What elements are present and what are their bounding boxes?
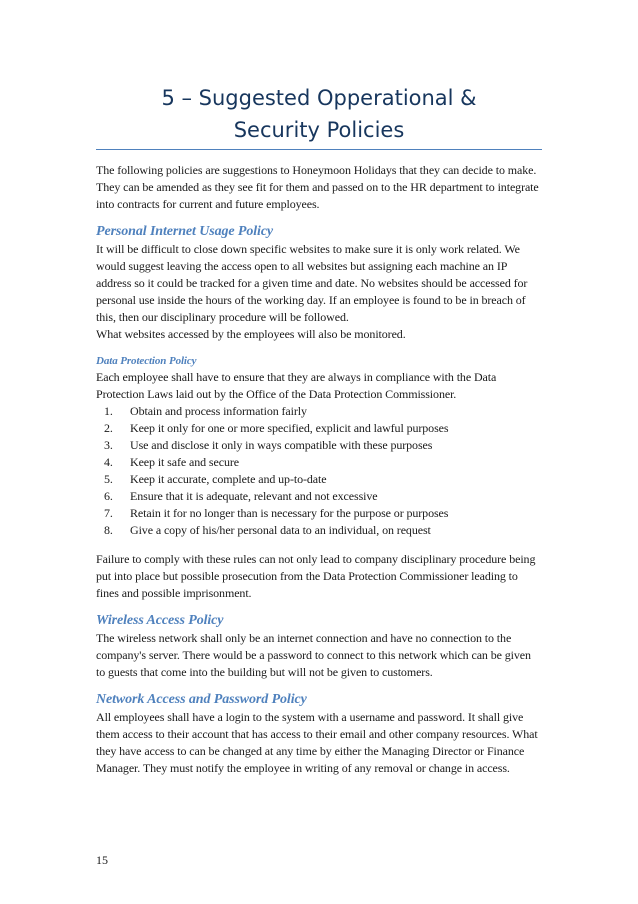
title-divider [96,149,542,150]
page-number: 15 [96,853,108,867]
list-item [96,488,542,505]
list-item-text: Obtain and process information fairly [130,404,307,418]
internet-policy-note: What websites accessed by the employees will also be monitored. [96,327,406,341]
wireless-policy-heading: Wireless Access Policy [96,613,224,628]
list-item-text: Keep it accurate, complete and up-to-date [130,472,327,486]
list-item [96,420,542,437]
data-protection-heading: Data Protection Policy [96,355,197,367]
wireless-policy-body: The wireless network shall only be an internet connection and have no connection to the company's server. There would be a password to connect to this network which can be given to guests that come into the building but will not be given to customers. [96,631,531,679]
list-item-number: 7. [104,506,113,520]
data-protection-list [96,403,542,539]
list-item [96,403,542,420]
list-item-text: Retain it for no longer than is necessary for the purpose or purposes [130,506,449,520]
data-protection-consequence: Failure to comply with these rules can not only lead to company disciplinary procedure being put into place but possible prosecution from the Data Protection Commissioner leading to fines and possible imprisonment. [96,552,536,600]
page-title-line-2: Security Policies [233,118,405,142]
network-policy-body: All employees shall have a login to the system with a username and password. It shall give them access to their account that has access to their email and other company resources. What they have access to can be changed at any time by either the Managing Director or Finance Manager. They must notify the employee in writing of any removal or change in access. [96,710,538,775]
network-policy-heading: Network Access and Password Policy [96,692,307,707]
page-title [96,82,542,146]
list-item [96,522,542,539]
list-item-number: 4. [104,455,113,469]
page-title-line-1: 5 – Suggested Opperational & [161,86,477,110]
list-item-number: 1. [104,404,113,418]
list-item-number: 8. [104,523,113,537]
list-item [96,505,542,522]
document-body [96,162,542,777]
list-item-number: 3. [104,438,113,452]
list-item-text: Keep it safe and secure [130,455,239,469]
list-item-number: 6. [104,489,113,503]
data-protection-intro: Each employee shall have to ensure that they are always in compliance with the Data Protection Laws laid out by the Office of the Data Protection Commissioner. [96,370,497,401]
internet-policy-heading: Personal Internet Usage Policy [96,224,274,239]
list-item-number: 5. [104,472,113,486]
list-item [96,437,542,454]
internet-policy-body: It will be difficult to close down specific websites to make sure it is only work related. We would suggest leaving the access open to all websites but assigning each machine an IP address so it could be tracked for a given time and date. No websites should be accessed for personal use inside the hours of the working day. If an employee is found to be in breach of this, then our disciplinary procedure will be followed. [96,242,528,324]
list-item [96,454,542,471]
list-item-number: 2. [104,421,113,435]
intro-paragraph: The following policies are suggestions to Honeymoon Holidays that they can decide to make. They can be amended as they see fit for them and passed on to the HR department to integrate into contracts for current and future employees. [96,163,539,211]
list-item-text: Ensure that it is adequate, relevant and not excessive [130,489,378,503]
list-item-text: Give a copy of his/her personal data to an individual, on request [130,523,431,537]
list-item-text: Keep it only for one or more specified, explicit and lawful purposes [130,421,449,435]
list-item [96,471,542,488]
list-item-text: Use and disclose it only in ways compatible with these purposes [130,438,433,452]
